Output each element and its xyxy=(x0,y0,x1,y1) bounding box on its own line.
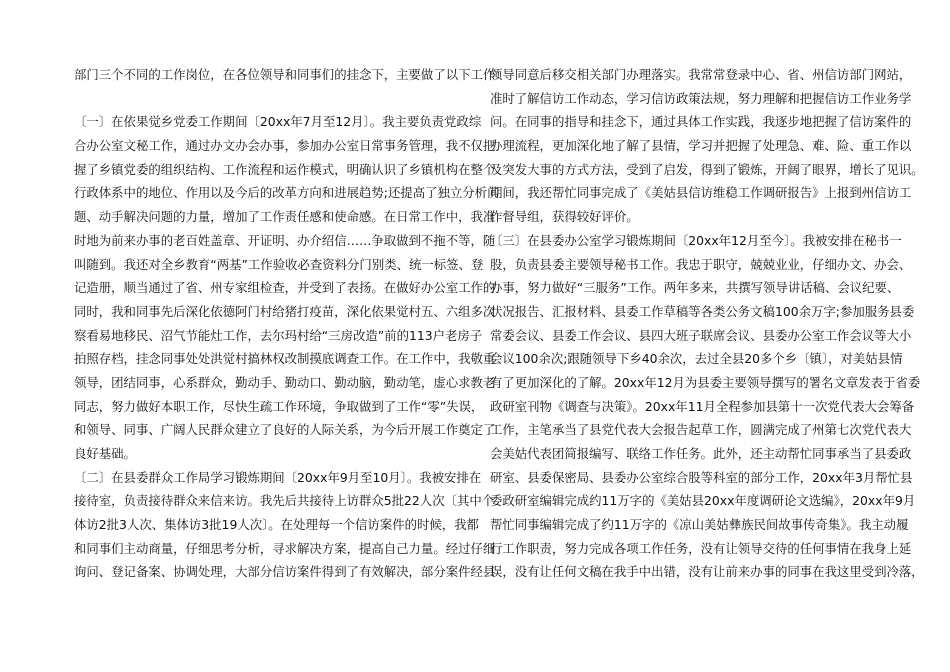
text-line: 〔一〕在依果觉乡党委工作期间〔20xx年7月至12月〕。我主要负责党政综 xyxy=(74,114,482,130)
text-line: 政研室刊物《调查与决策》。20xx年11月全程参加县第十一次党代表大会筹备 xyxy=(490,398,915,414)
text-line: 研室、县委保密局、县委办公室综合股等科室的部分工作，20xx年3月帮忙县 xyxy=(490,469,913,485)
text-line: 合办公室文秘工作，通过办文办会办事，参加办公室日常事务管理，我不仅把 xyxy=(74,138,496,154)
text-line: 办事，努力做好“三服务”工作。两年多来，共撰写领导讲话稿、会议纪要、 xyxy=(490,280,900,296)
text-line: 会议100余次;跟随领导下乡40余次，去过全县20多个乡〔镇〕，对美姑县情 xyxy=(490,351,903,367)
text-line: 接待室，负责接待群众来信来访。我先后共接待上访群众5批22人次〔其中个 xyxy=(74,493,495,509)
text-line: 询问、登记备案、协调处理，大部分信访案件得到了有效解决，部分案件经县 xyxy=(74,564,496,580)
text-line: 状况报告、汇报材料、县委工作草稿等各类公务文稿100余万字;参加服务县委 xyxy=(490,303,915,319)
text-line: 问。在同事的指导和挂念下，通过具体工作实践，我逐步地把握了信访案件的 xyxy=(490,114,912,130)
text-line: 同时，我和同事先后深化依德阿门村给猪打疫苗，深化依果觉村五、六组多次 xyxy=(74,303,496,319)
text-line: 误，没有让任何文稿在我手中出错，没有让前来办事的同事在我这里受到冷落， xyxy=(490,564,924,580)
text-line: 察看易地移民、沼气节能灶工作，去尔玛村给“三房改造”前的113户老房子 xyxy=(74,327,483,343)
text-line: 题、动手解决问题的力量，增加了工作责任感和使命感。在日常工作中，我准 xyxy=(74,209,496,225)
text-line: 作督导组，获得较好评价。 xyxy=(490,209,639,225)
text-line: 拍照存档，挂念同事处处洪觉村搞林权改制摸底调查工作。在工作中，我敬重 xyxy=(74,351,496,367)
text-line: 领导同意后移交相关部门办理落实。我常常登录中心、省、州信访部门网站， xyxy=(490,67,912,82)
text-line: 办理流程，更加深化地了解了县情，学习并把握了处理急、难、险、重工作以 xyxy=(490,138,912,154)
text-line: 和同事们主动商量，仔细思考分析，寻求解决方案，提高自己力量。经过仔细 xyxy=(74,540,496,556)
text-line: 行政体系中的地位、作用以及今后的改革方向和进展趋势;还提高了独立分析问 xyxy=(74,185,500,201)
text-line: 委政研室编辑完成约11万字的《美姑县20xx年度调研论文选编》，20xx年9月 xyxy=(490,493,916,509)
left-column xyxy=(74,63,508,584)
text-line: 股，负责县委主要领导秘书工作。我忠于职守，兢兢业业，仔细办文、办会、 xyxy=(490,256,912,272)
text-line: 工作，主笔承当了县党代表大会报告起草工作，圆满完成了州第七次党代表大 xyxy=(490,422,912,438)
text-line: 有了更加深化的了解。20xx年12月为县委主要领导撰写的署名文章发表于省委 xyxy=(490,374,921,390)
text-line: 叫随到。我还对全乡教育“两基”工作验收必查资料分门别类、统一标签、登 xyxy=(74,256,484,272)
text-line: 同志，努力做好本职工作，尽快生疏工作环境，争取做到了工作“零”失误， xyxy=(74,398,484,414)
paragraph-gap xyxy=(74,87,462,111)
text-line: 会美姑代表团简报编写、联络工作任务。此外，还主动帮忙同事承当了县委政 xyxy=(490,446,912,461)
text-line: 及突发大事的方式方法，受到了启发，得到了锻炼，开阔了眼界，增长了见识。 xyxy=(490,161,924,177)
right-column xyxy=(490,63,924,584)
text-line: 和领导、同事、广阔人民群众建立了良好的人际关系，为今后开展工作奠定了 xyxy=(74,422,496,438)
text-line: 准时了解信访工作动态，学习信访政策法规，努力理解和把握信访工作业务学 xyxy=(490,90,912,106)
text-line: 记造册，顺当通过了省、州专家组检查，并受到了表扬。在做好办公室工作的 xyxy=(74,280,496,296)
text-line: 领导，团结同事，心系群众，勤动手、勤动口、勤动脑，勤动笔，虚心求教老 xyxy=(74,374,496,390)
text-line: 行工作职责，努力完成各项工作任务，没有让领导交待的任何事情在我身上延 xyxy=(490,540,912,556)
text-line: 时地为前来办事的老百姓盖章、开证明、办介绍信……争取做到不拖不等，随 xyxy=(74,232,496,248)
text-line: 〔二〕在县委群众工作局学习锻炼期间〔20xx年9月至10月〕。我被安排在 xyxy=(74,469,482,485)
text-line: 期间，我还帮忙同事完成了《美姑县信访维稳工作调研报告》上报到州信访工 xyxy=(490,185,912,201)
text-line: 良好基础。 xyxy=(74,446,136,461)
text-line: 部门三个不同的工作岗位，在各位领导和同事们的挂念下，主要做了以下工作： xyxy=(74,67,508,82)
text-line: 握了乡镇党委的组织结构、工作流程和运作模式，明确认识了乡镇机构在整个 xyxy=(74,161,496,177)
text-line: 帮忙同事编辑完成了约11万字的《凉山美姑彝族民间故事传奇集》。我主动履 xyxy=(490,517,909,533)
text-line: 常委会议、县委工作会议、县四大班子联席会议、县委办公室工作会议等大小 xyxy=(490,327,912,343)
text-line: 体访2批3人次、集体访3批19人次〕。在处理每一个信访案件的时候，我都 xyxy=(74,517,479,533)
text-line: 〔三〕在县委办公室学习锻炼期间〔20xx年12月至今〕。我被安排在秘书一 xyxy=(490,232,902,248)
